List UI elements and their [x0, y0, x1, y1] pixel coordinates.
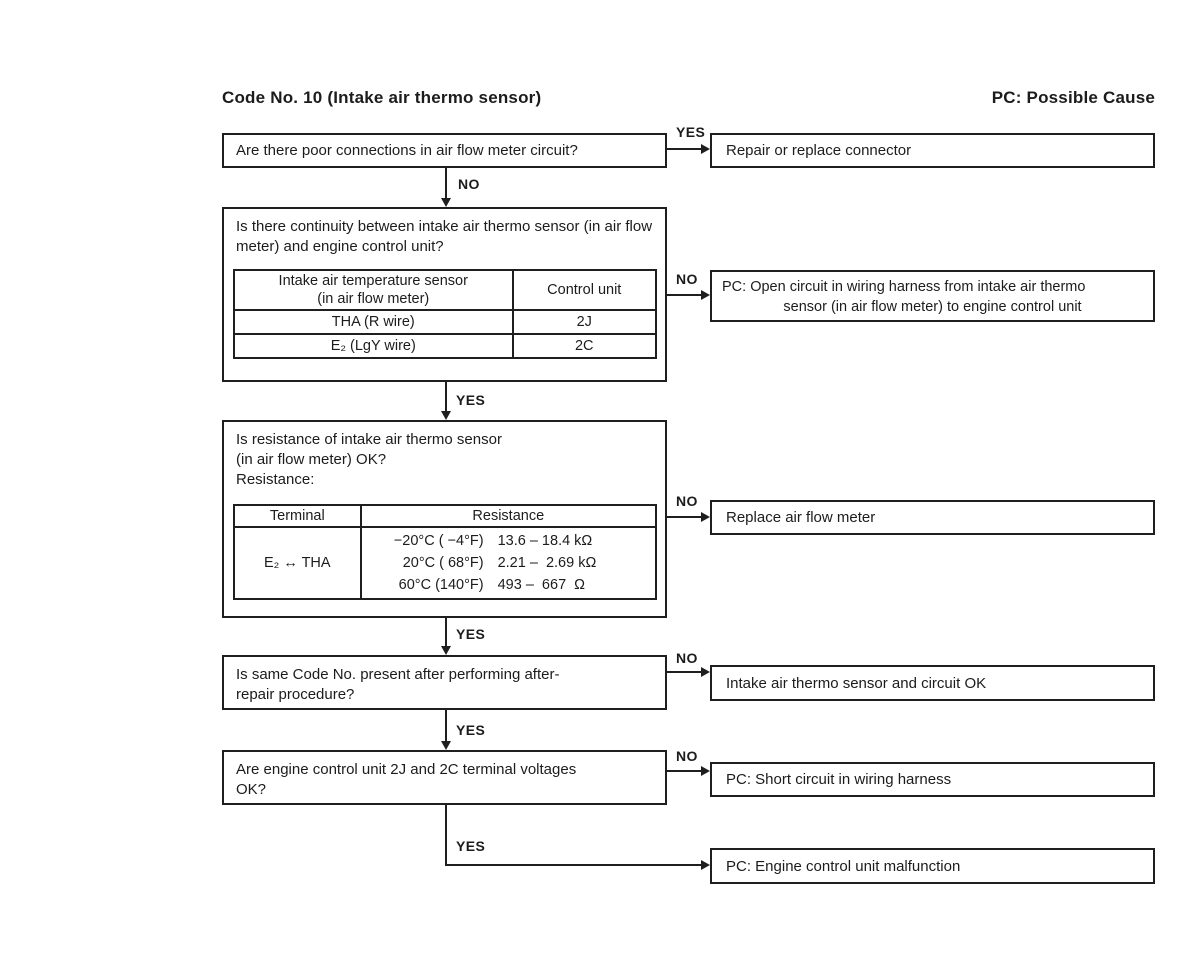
arrowhead-down-icon: [441, 741, 451, 750]
table-header-row: [234, 270, 656, 310]
no-label-2: NO: [676, 271, 698, 287]
cell-2c: 2C: [513, 334, 656, 358]
arrowhead-right-icon: [701, 512, 710, 522]
result-4-text: Intake air thermo sensor and circuit OK: [726, 674, 987, 692]
result-box-3: [710, 500, 1155, 535]
no-label-4: NO: [676, 650, 698, 666]
result-1-text: Repair or replace connector: [726, 142, 912, 159]
result-box-2: [710, 270, 1155, 322]
legend-possible-cause: PC: Possible Cause: [991, 88, 1155, 107]
question-box-3: [222, 420, 667, 618]
cell-2j: 2J: [513, 310, 656, 334]
result-3-text: Replace air flow meter: [726, 509, 876, 526]
result-box-5: [710, 762, 1155, 797]
yes-label-5: YES: [456, 838, 486, 854]
question-3-line1: Is resistance of intake air thermo sensor: [236, 431, 502, 448]
resistance-row: [366, 552, 655, 574]
table-header-row: [234, 505, 656, 527]
table-header-sensor-line1: Intake air temperature sensor: [278, 273, 468, 289]
table-row: [234, 334, 656, 358]
no-label-3: NO: [676, 493, 698, 509]
table-header-resistance: Resistance: [361, 505, 656, 527]
arrowhead-down-icon: [441, 646, 451, 655]
resistance-temp: 60°C (140°F): [398, 577, 484, 593]
cell-e2: E₂ (LgY wire): [234, 334, 513, 358]
table-header-sensor-line2: (in air flow meter): [317, 291, 430, 307]
no-label-5: NO: [676, 748, 698, 764]
cell-tha: THA (R wire): [234, 310, 513, 334]
resistance-temp: 20°C ( 68°F): [402, 555, 484, 571]
result-2-line1: PC: Open circuit in wiring harness from intake air thermo: [722, 279, 1086, 295]
page-title: Code No. 10 (Intake air thermo sensor): [222, 88, 542, 107]
arrowhead-right-icon: [701, 766, 710, 776]
resistance-value: 2.21 – 2.69 kΩ: [497, 555, 597, 571]
connector-q5-r6: [445, 864, 701, 866]
table-row: [234, 310, 656, 334]
question-5-line1: Are engine control unit 2J and 2C terminal voltages: [236, 761, 577, 778]
question-box-4: [222, 655, 667, 710]
question-box-1: [222, 133, 667, 168]
question-box-2: [222, 207, 667, 382]
cell-terminal-pair: E₂ ↔ THA: [234, 527, 361, 599]
connector-q2-q3: [445, 382, 447, 412]
connector-q1-q2: [445, 168, 447, 199]
resistance-table: [233, 504, 657, 600]
arrowhead-right-icon: [701, 144, 710, 154]
result-5-text: PC: Short circuit in wiring harness: [726, 771, 952, 788]
table-header-terminal: Terminal: [234, 505, 361, 527]
arrowhead-right-icon: [701, 860, 710, 870]
question-3-line2: (in air flow meter) OK?: [236, 451, 387, 468]
continuity-table: [233, 269, 657, 359]
connector-q2-r2: [667, 294, 701, 296]
connector-q5-down: [445, 805, 447, 866]
connector-q3-q4: [445, 618, 447, 646]
resistance-value: 493 – 667 Ω: [497, 577, 586, 593]
connector-q1-r1: [667, 148, 701, 150]
arrowhead-down-icon: [441, 198, 451, 207]
question-box-5: [222, 750, 667, 805]
table-header-control-unit: Control unit: [513, 270, 656, 310]
arrowhead-right-icon: [701, 667, 710, 677]
resistance-temp: −20°C ( −4°F): [393, 533, 484, 549]
result-2-line2: sensor (in air flow meter) to engine control unit: [783, 299, 1082, 315]
question-4-line1: Is same Code No. present after performing after-: [236, 666, 560, 683]
question-4-line2: repair procedure?: [236, 686, 355, 703]
cell-resistance-values: [361, 527, 656, 599]
result-box-6: [710, 848, 1155, 884]
question-2-text: Is there continuity between intake air thermo sensor (in air flow meter) and engine control unit?: [236, 218, 653, 255]
yes-label-2: YES: [456, 392, 486, 408]
no-label-1: NO: [458, 176, 480, 192]
question-5-line2: OK?: [236, 781, 267, 798]
result-6-text: PC: Engine control unit malfunction: [726, 857, 961, 875]
resistance-row: [366, 530, 655, 552]
connector-q5-r5: [667, 770, 701, 772]
question-3-line3: Resistance:: [236, 471, 315, 488]
yes-label-1: YES: [676, 124, 706, 140]
yes-label-4: YES: [456, 722, 486, 738]
yes-label-3: YES: [456, 626, 486, 642]
arrowhead-down-icon: [441, 411, 451, 420]
question-1-text: Are there poor connections in air flow meter circuit?: [236, 142, 578, 159]
arrowhead-right-icon: [701, 290, 710, 300]
result-box-4: [710, 665, 1155, 701]
connector-q3-r3: [667, 516, 701, 518]
table-header-sensor: [234, 270, 513, 310]
table-row: [234, 527, 656, 599]
connector-q4-r4: [667, 671, 701, 673]
resistance-row: [366, 574, 655, 596]
connector-q4-q5: [445, 710, 447, 742]
result-box-1: [710, 133, 1155, 168]
resistance-value: 13.6 – 18.4 kΩ: [497, 533, 593, 549]
